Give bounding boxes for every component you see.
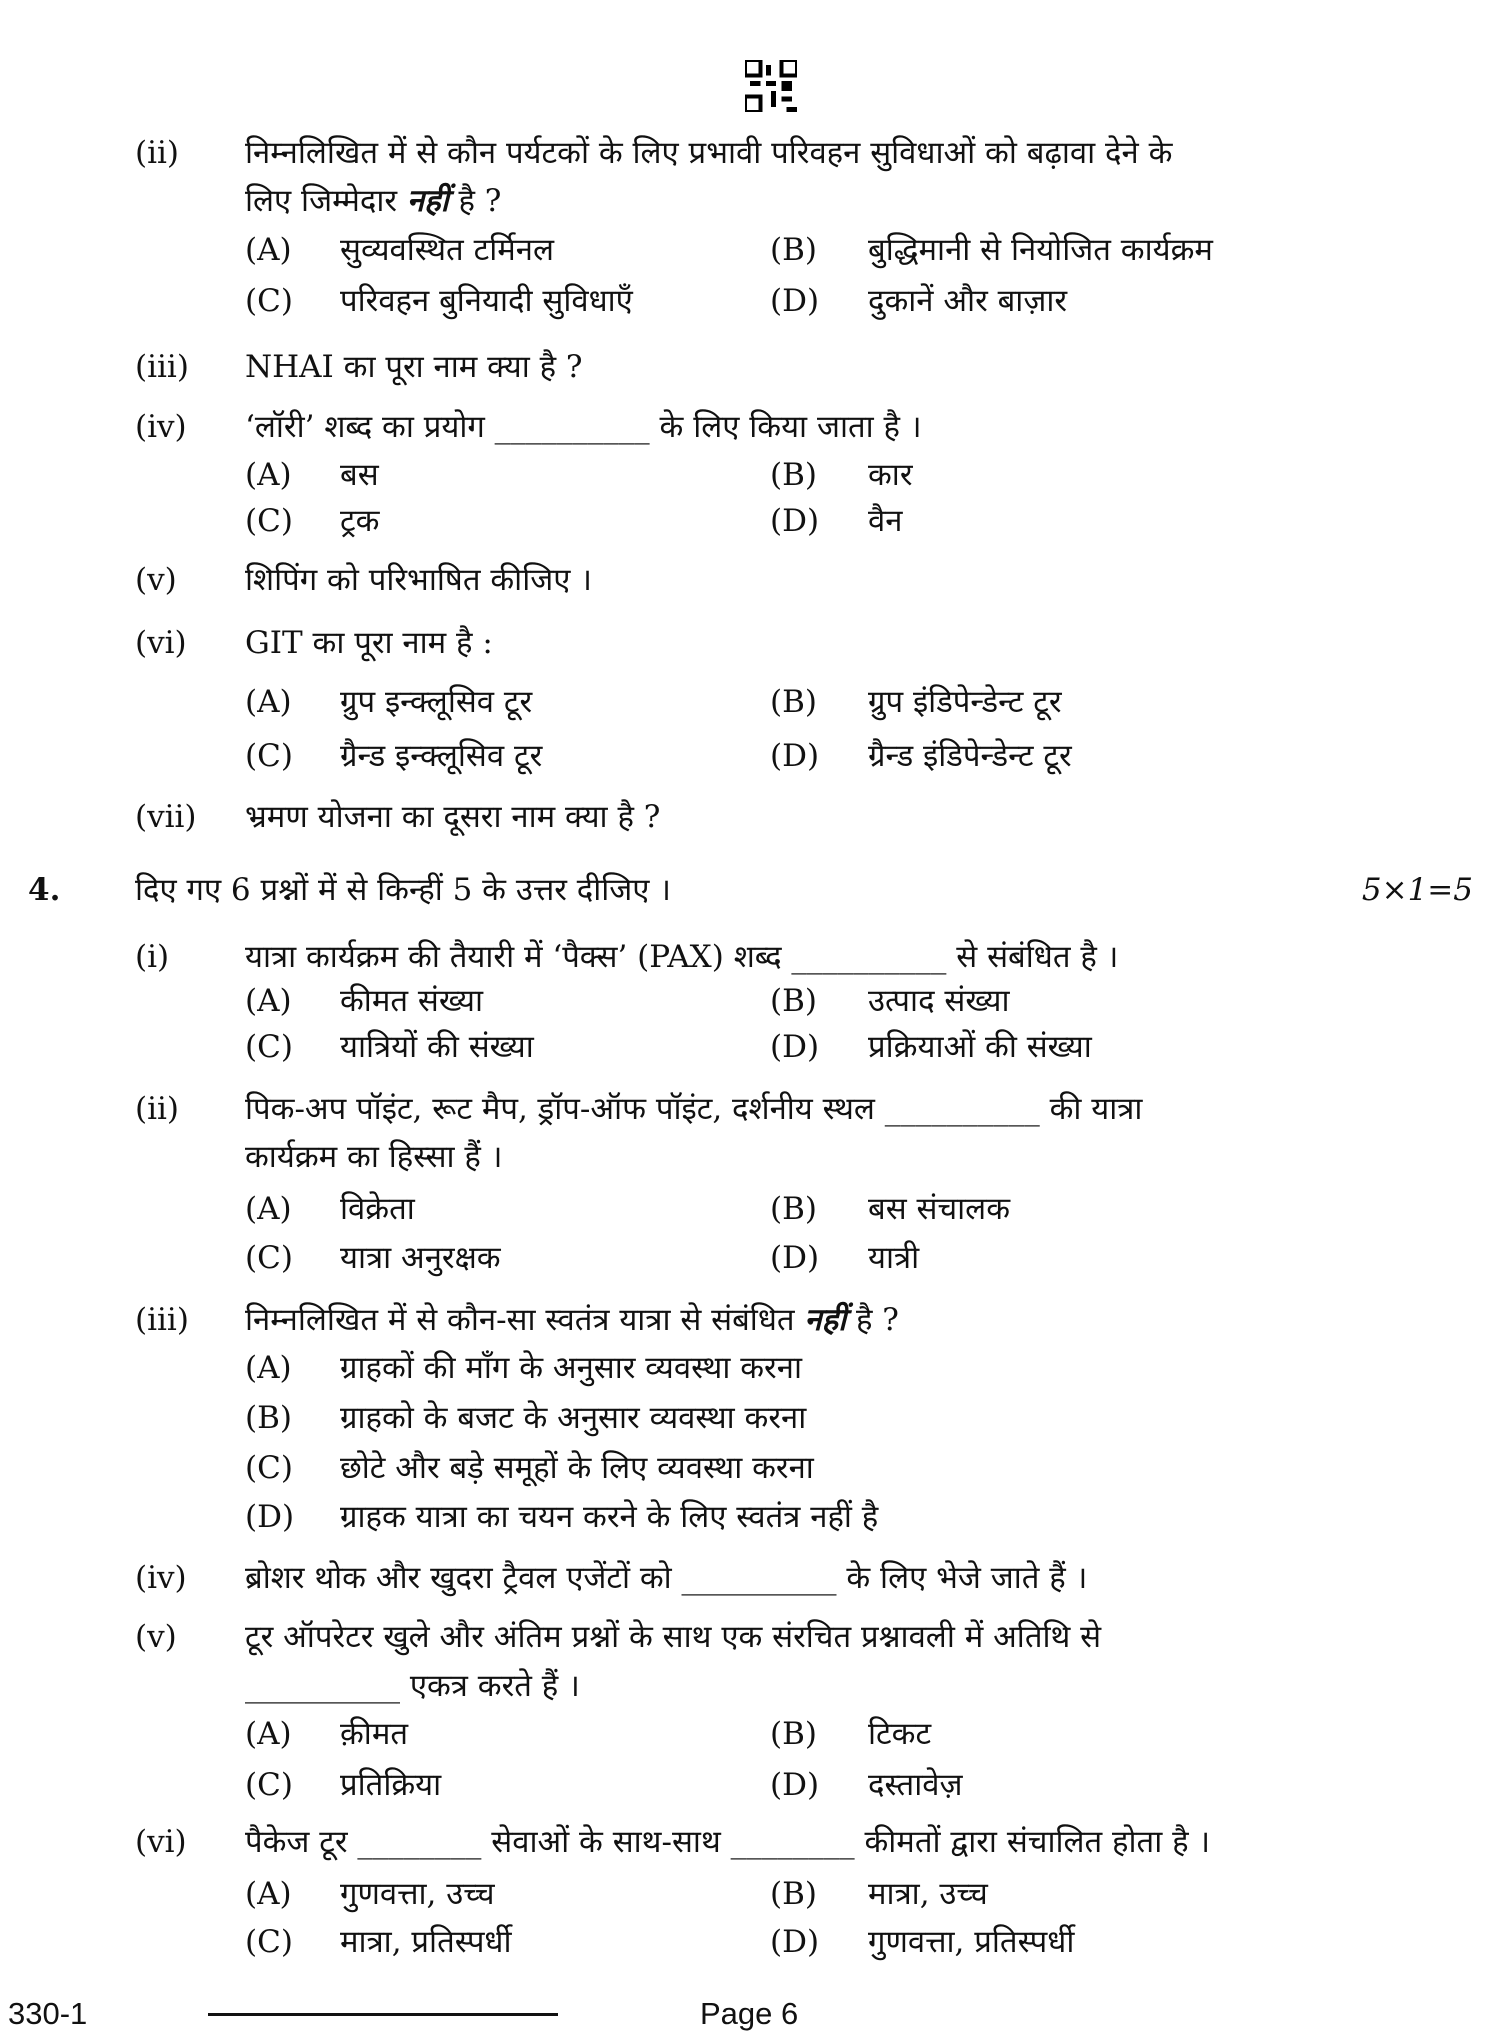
option-label: (A): [245, 457, 292, 493]
q3-vi-number: (vi): [135, 625, 187, 661]
option-text: बस: [340, 457, 379, 493]
q4-vi-number: (vi): [135, 1824, 187, 1860]
option-text: ग्रैन्ड इन्क्लूसिव टूर: [340, 738, 543, 774]
option-text: ग्रुप इंडिपेन्डेन्ट टूर: [868, 684, 1062, 720]
option-text: प्रक्रियाओं की संख्या: [868, 1029, 1092, 1065]
q4-ii-text: पिक-अप पॉइंट, रूट मैप, ड्रॉप-ऑफ पॉइंट, दर्शनीय स्थल __________ की यात्रा: [245, 1091, 1143, 1127]
option-label: (B): [770, 232, 817, 268]
q3-v-text: शिपिंग को परिभाषित कीजिए ।: [245, 562, 592, 598]
q4-instruction: दिए गए 6 प्रश्नों में से किन्हीं 5 के उत्तर दीजिए ।: [135, 872, 672, 908]
option-label: (C): [245, 503, 293, 539]
option-label: (D): [770, 1029, 820, 1065]
option-label: (B): [770, 457, 817, 493]
page-number: Page 6: [700, 1996, 799, 2031]
option-label: (C): [245, 283, 293, 319]
option-text: विक्रेता: [340, 1191, 415, 1227]
option-label: (A): [245, 983, 292, 1019]
option-text: वैन: [868, 503, 903, 539]
qr-code-icon: [745, 60, 797, 112]
q4-iv-number: (iv): [135, 1560, 187, 1596]
option-text: कार: [868, 457, 913, 493]
q3-v-number: (v): [135, 562, 177, 598]
option-text: परिवहन बुनियादी सुविधाएँ: [340, 283, 633, 319]
q3-ii-text: निम्नलिखित में से कौन पर्यटकों के लिए प्रभावी परिवहन सुविधाओं को बढ़ावा देने के: [245, 135, 1173, 171]
q4-v-text-line2: __________ एकत्र करते हैं ।: [245, 1668, 580, 1704]
option-text: सुव्यवस्थित टर्मिनल: [340, 232, 554, 268]
q4-ii-number: (ii): [135, 1091, 180, 1127]
option-label: (D): [770, 283, 820, 319]
q3-vii-text: भ्रमण योजना का दूसरा नाम क्या है ?: [245, 799, 661, 835]
q4-v-number: (v): [135, 1619, 177, 1655]
option-label: (B): [770, 983, 817, 1019]
q4-iv-text: ब्रोशर थोक और खुदरा ट्रैवल एजेंटों को __________ के लिए भेजे जाते हैं ।: [245, 1560, 1088, 1596]
option-label: (D): [770, 503, 820, 539]
option-text: दस्तावेज़: [868, 1767, 963, 1803]
q4-iii-number: (iii): [135, 1302, 189, 1338]
option-text: बुद्धिमानी से नियोजित कार्यक्रम: [868, 232, 1213, 268]
option-label: (B): [770, 1191, 817, 1227]
option-text: यात्रा अनुरक्षक: [340, 1240, 501, 1276]
q4-number: 4.: [28, 872, 61, 908]
option-text: ग्राहको के बजट के अनुसार व्यवस्था करना: [340, 1400, 807, 1436]
q4-vi-text: पैकेज टूर ________ सेवाओं के साथ-साथ ________ कीमतों द्वारा संचालित होता है ।: [245, 1824, 1211, 1860]
option-label: (A): [245, 1191, 292, 1227]
option-label: (D): [770, 738, 820, 774]
option-text: ग्रैन्ड इंडिपेन्डेन्ट टूर: [868, 738, 1072, 774]
option-text: गुणवत्ता, उच्च: [340, 1876, 495, 1912]
option-label: (C): [245, 1029, 293, 1065]
option-label: (D): [770, 1924, 820, 1960]
option-label: (C): [245, 1924, 293, 1960]
option-text: ग्रुप इन्क्लूसिव टूर: [340, 684, 533, 720]
q4-i-number: (i): [135, 939, 170, 975]
option-label: (C): [245, 738, 293, 774]
q4-i-text: यात्रा कार्यक्रम की तैयारी में ‘पैक्स’ (PAX) शब्द __________ से संबंधित है ।: [245, 939, 1119, 975]
option-text: प्रतिक्रिया: [340, 1767, 442, 1803]
q4-v-text: टूर ऑपरेटर खुले और अंतिम प्रश्नों के साथ एक संरचित प्रश्नावली में अतिथि से: [245, 1619, 1102, 1655]
option-label: (C): [245, 1240, 293, 1276]
paper-code: 330-1: [8, 1996, 88, 2031]
option-label: (B): [770, 1716, 817, 1752]
option-text: बस संचालक: [868, 1191, 1011, 1227]
q4-ii-text-line2: कार्यक्रम का हिस्सा हैं ।: [245, 1139, 503, 1175]
option-label: (C): [245, 1450, 293, 1486]
footer-divider: [208, 2013, 558, 2016]
option-text: उत्पाद संख्या: [868, 983, 1010, 1019]
option-text: दुकानें और बाज़ार: [868, 283, 1068, 319]
option-text: ट्रक: [340, 503, 380, 539]
option-label: (A): [245, 1876, 292, 1912]
q3-ii-text-line2: लिए जिम्मेदार नहीं है ?: [245, 183, 502, 219]
q3-ii-number: (ii): [135, 135, 180, 171]
option-label: (A): [245, 1350, 292, 1386]
option-text: मात्रा, प्रतिस्पर्धी: [340, 1924, 512, 1960]
q3-iii-text: NHAI का पूरा नाम क्या है ?: [245, 349, 583, 385]
option-text: टिकट: [868, 1716, 932, 1752]
q4-iii-text: निम्नलिखित में से कौन-सा स्वतंत्र यात्रा से संबंधित नहीं है ?: [245, 1302, 899, 1338]
option-text: ग्राहकों की माँग के अनुसार व्यवस्था करना: [340, 1350, 802, 1386]
option-label: (B): [245, 1400, 292, 1436]
option-label: (A): [245, 232, 292, 268]
option-text: गुणवत्ता, प्रतिस्पर्धी: [868, 1924, 1075, 1960]
option-label: (C): [245, 1767, 293, 1803]
option-text: क़ीमत: [340, 1716, 409, 1752]
option-label: (B): [770, 684, 817, 720]
q3-vii-number: (vii): [135, 799, 197, 835]
q3-iv-number: (iv): [135, 409, 187, 445]
option-text: कीमत संख्या: [340, 983, 483, 1019]
option-text: यात्री: [868, 1240, 920, 1276]
option-label: (B): [770, 1876, 817, 1912]
option-text: ग्राहक यात्रा का चयन करने के लिए स्वतंत्र नहीं है: [340, 1499, 879, 1535]
option-label: (D): [770, 1767, 820, 1803]
option-text: मात्रा, उच्च: [868, 1876, 988, 1912]
option-label: (D): [770, 1240, 820, 1276]
q4-marks: 5×1=5: [1361, 872, 1473, 908]
q3-iii-number: (iii): [135, 349, 189, 385]
q3-vi-text: GIT का पूरा नाम है :: [245, 625, 493, 661]
option-text: छोटे और बड़े समूहों के लिए व्यवस्था करना: [340, 1450, 814, 1486]
option-label: (D): [245, 1499, 295, 1535]
option-text: यात्रियों की संख्या: [340, 1029, 534, 1065]
q3-iv-text: ‘लॉरी’ शब्द का प्रयोग __________ के लिए किया जाता है ।: [245, 409, 922, 445]
option-label: (A): [245, 684, 292, 720]
option-label: (A): [245, 1716, 292, 1752]
